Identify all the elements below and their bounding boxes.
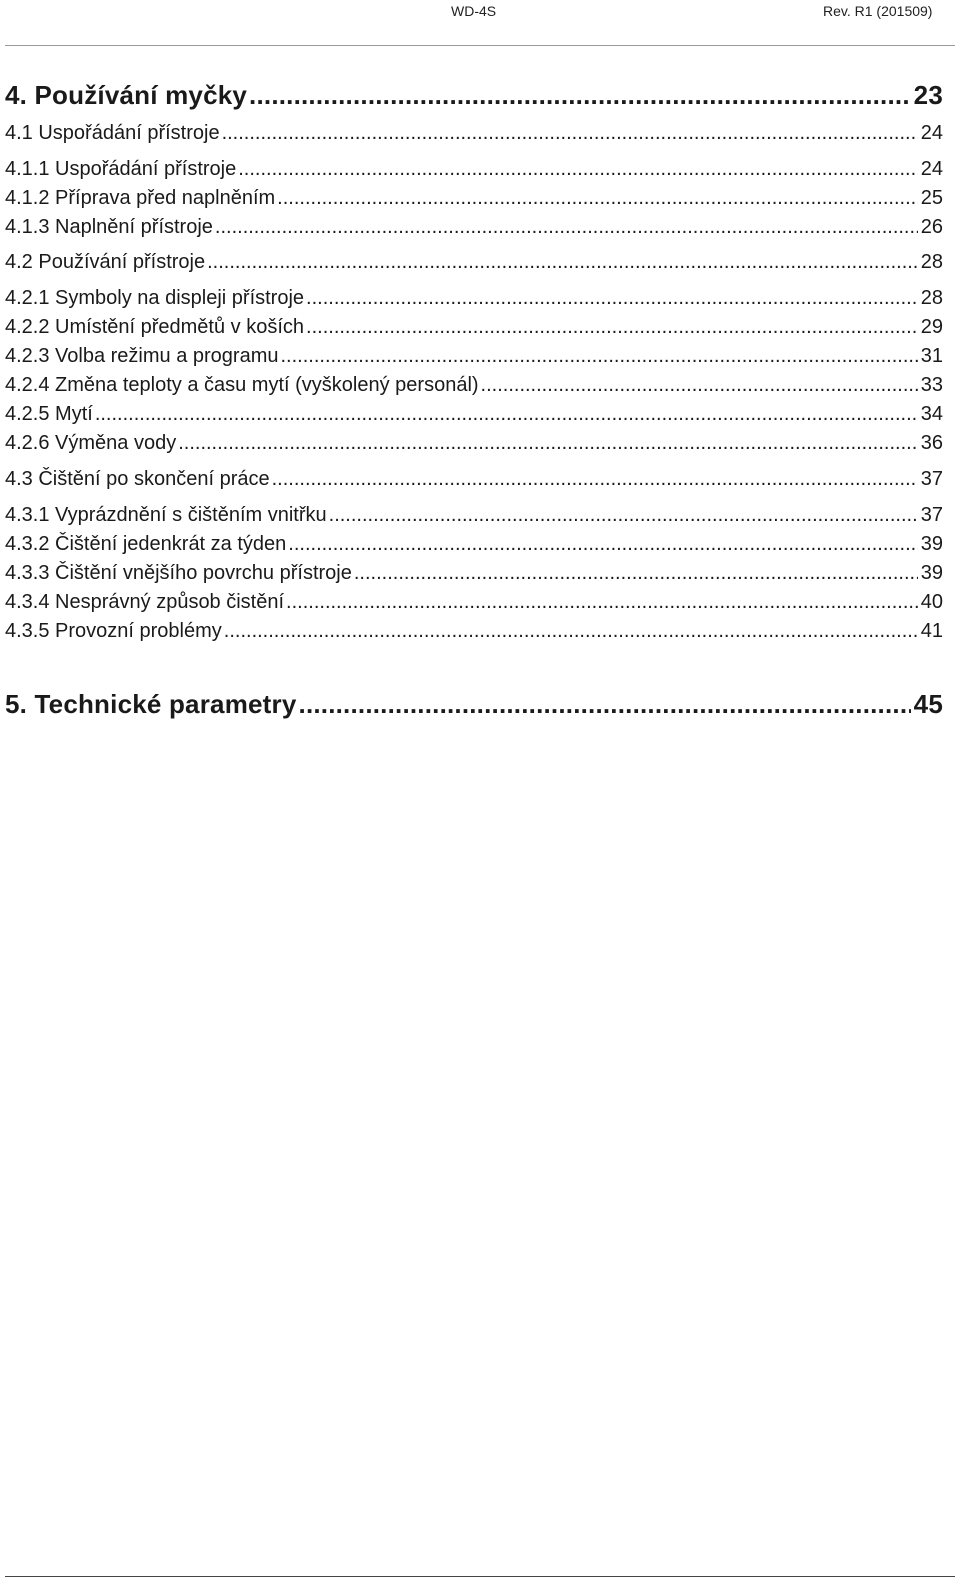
toc-entry-title: 4.3.5 Provozní problémy: [5, 620, 222, 642]
toc-chapter-5[interactable]: [5, 689, 943, 719]
toc-subsection-4-1-2[interactable]: [5, 187, 943, 217]
toc-page-number: 23: [913, 80, 943, 110]
toc-dot-leader: [277, 187, 918, 210]
toc-page-number: 36: [920, 432, 943, 454]
toc-page-number: 40: [920, 591, 943, 613]
toc-dot-leader: [481, 374, 918, 397]
toc-entry-title: 4. Používání myčky: [5, 80, 248, 110]
toc-section-4-3[interactable]: [5, 468, 943, 498]
toc-dot-leader: [95, 403, 918, 426]
toc-dot-leader: [224, 620, 918, 643]
toc-dot-leader: [299, 689, 911, 720]
toc-dot-leader: [306, 316, 918, 339]
page-header: [0, 0, 960, 46]
toc-dot-leader: [222, 122, 918, 145]
toc-page-number: 24: [920, 122, 943, 144]
toc-dot-leader: [354, 562, 918, 585]
revision-label: Rev. R1 (201509): [823, 3, 933, 19]
toc-page-number: 39: [920, 533, 943, 555]
toc-entry-title: 4.1.2 Příprava před naplněním: [5, 187, 276, 209]
toc-dot-leader: [286, 591, 918, 614]
toc-dot-leader: [249, 80, 911, 111]
toc-dot-leader: [178, 432, 918, 455]
toc-page-number: 28: [920, 287, 943, 309]
toc-page-number: 37: [920, 504, 943, 526]
toc-page-number: 45: [913, 689, 943, 719]
toc-dot-leader: [272, 468, 918, 491]
toc-subsection-4-3-4[interactable]: [5, 591, 943, 621]
toc-subsection-4-1-3[interactable]: [5, 216, 943, 246]
toc-page-number: 41: [920, 620, 943, 642]
toc-subsection-4-3-2[interactable]: [5, 533, 943, 563]
toc-subsection-4-3-1[interactable]: [5, 504, 943, 534]
toc-chapter-4[interactable]: [5, 80, 943, 110]
toc-entry-title: 4.2.5 Mytí: [5, 403, 93, 425]
toc-subsection-4-3-5[interactable]: [5, 620, 943, 650]
toc-entry-title: 4.2.4 Změna teploty a času mytí (vyškolený personál): [5, 374, 479, 396]
toc-subsection-4-2-1[interactable]: [5, 287, 943, 317]
toc-dot-leader: [288, 533, 917, 556]
toc-entry-title: 4.1.3 Naplnění přístroje: [5, 216, 213, 238]
toc-entry-title: 4.3.2 Čištění jedenkrát za týden: [5, 533, 287, 555]
toc-entry-title: 4.3 Čištění po skončení práce: [5, 468, 270, 490]
toc-dot-leader: [215, 216, 918, 239]
toc-dot-leader: [281, 345, 918, 368]
toc-subsection-4-1-1[interactable]: [5, 158, 943, 188]
document-code: WD-4S: [451, 3, 497, 19]
toc-page-number: 37: [920, 468, 943, 490]
toc-page-number: 26: [920, 216, 943, 238]
toc-page-number: 29: [920, 316, 943, 338]
toc-subsection-4-2-4[interactable]: [5, 374, 943, 404]
toc-entry-title: 4.3.4 Nesprávný způsob čistění: [5, 591, 285, 613]
toc-subsection-4-2-5[interactable]: [5, 403, 943, 433]
toc-page-number: 28: [920, 251, 943, 273]
toc-page-number: 39: [920, 562, 943, 584]
toc-dot-leader: [238, 158, 918, 181]
toc-entry-title: 4.2.3 Volba režimu a programu: [5, 345, 279, 367]
toc-entry-title: 4.2.6 Výměna vody: [5, 432, 177, 454]
toc-entry-title: 4.3.1 Vyprázdnění s čištěním vnitřku: [5, 504, 327, 526]
toc-section-4-1[interactable]: [5, 122, 943, 152]
toc-page-number: 25: [920, 187, 943, 209]
toc-entry-title: 4.2 Používání přístroje: [5, 251, 206, 273]
toc-subsection-4-2-2[interactable]: [5, 316, 943, 346]
toc-subsection-4-2-3[interactable]: [5, 345, 943, 375]
toc-page-number: 33: [920, 374, 943, 396]
toc-dot-leader: [306, 287, 918, 310]
toc-subsection-4-3-3[interactable]: [5, 562, 943, 592]
toc-section-4-2[interactable]: [5, 251, 943, 281]
toc-page-number: 24: [920, 158, 943, 180]
footer-divider: [5, 1576, 955, 1577]
toc-entry-title: 4.3.3 Čištění vnějšího povrchu přístroje: [5, 562, 352, 584]
toc-entry-title: 4.2.1 Symboly na displeji přístroje: [5, 287, 305, 309]
toc-entry-title: 4.1.1 Uspořádání přístroje: [5, 158, 237, 180]
toc-page-number: 34: [920, 403, 943, 425]
toc-page-number: 31: [920, 345, 943, 367]
toc-dot-leader: [207, 251, 918, 274]
toc-entry-title: 5. Technické parametry: [5, 689, 297, 719]
toc-entry-title: 4.2.2 Umístění předmětů v koších: [5, 316, 305, 338]
toc-dot-leader: [329, 504, 918, 527]
toc-entry-title: 4.1 Uspořádání přístroje: [5, 122, 220, 144]
header-divider: [5, 45, 955, 46]
toc-subsection-4-2-6[interactable]: [5, 432, 943, 462]
